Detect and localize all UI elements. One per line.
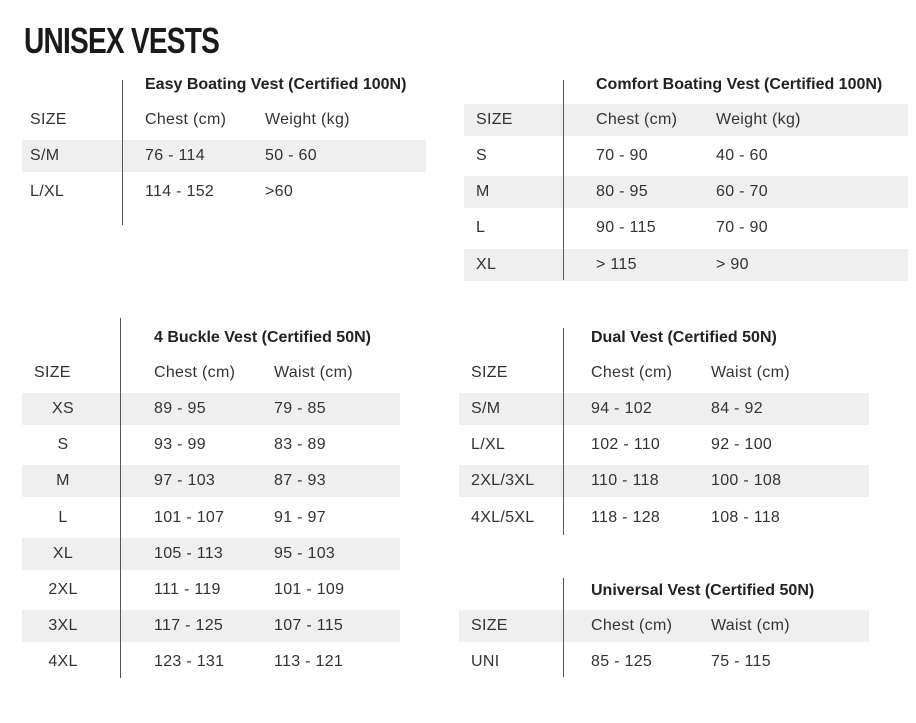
buckle-size-cell: S — [57, 436, 69, 454]
buckle-table-heading: 4 Buckle Vest (Certified 50N) — [154, 329, 371, 346]
comfort-size-cell: S — [476, 147, 487, 164]
comfort-size-cell: L — [476, 219, 486, 237]
buckle-chest-cell: 117 - 125 — [154, 617, 224, 635]
comfort-chest-cell: 90 - 115 — [596, 219, 656, 237]
buckle-chest-cell: 123 - 131 — [154, 653, 225, 671]
dual-chest-cell: 102 - 110 — [591, 436, 661, 454]
comfort-measure-cell: > 90 — [716, 255, 749, 273]
dual-chest-cell: 94 - 102 — [591, 400, 653, 417]
universal-divider — [563, 578, 564, 677]
buckle-chest-cell: 111 - 119 — [154, 581, 221, 598]
dual-table-heading: Dual Vest (Certified 50N) — [591, 329, 777, 346]
comfort-row-shade — [464, 176, 908, 208]
easy-size-cell: S/M — [30, 147, 60, 164]
buckle-chest-cell: 89 - 95 — [154, 400, 206, 417]
buckle-waist-header: Waist (cm) — [274, 364, 353, 381]
buckle-size-cell: M — [56, 472, 70, 490]
universal-waist-header: Waist (cm) — [711, 617, 790, 634]
buckle-measure-cell: 95 - 103 — [274, 544, 336, 562]
buckle-divider — [120, 318, 121, 678]
buckle-chest-cell: 105 - 113 — [154, 544, 224, 562]
easy-measure-cell: 50 - 60 — [265, 147, 317, 164]
dual-size-cell: L/XL — [471, 436, 506, 454]
buckle-measure-cell: 79 - 85 — [274, 400, 326, 417]
comfort-chest-cell: 80 - 95 — [596, 183, 648, 201]
dual-measure-cell: 100 - 108 — [711, 472, 782, 490]
comfort-chest-cell: 70 - 90 — [596, 147, 648, 164]
comfort-size-cell: XL — [476, 255, 497, 273]
buckle-chest-cell: 97 - 103 — [154, 472, 216, 490]
dual-size-cell: S/M — [471, 400, 501, 417]
buckle-size-header: SIZE — [34, 364, 71, 381]
buckle-chest-header: Chest (cm) — [154, 364, 236, 381]
easy-chest-header: Chest (cm) — [145, 111, 227, 128]
dual-size-header: SIZE — [471, 364, 508, 381]
buckle-size-cell: XS — [52, 400, 74, 417]
easy-table-heading: Easy Boating Vest (Certified 100N) — [145, 76, 407, 93]
buckle-chest-cell: 93 - 99 — [154, 436, 206, 454]
comfort-table-heading: Comfort Boating Vest (Certified 100N) — [596, 76, 883, 93]
comfort-chest-cell: > 115 — [596, 255, 637, 273]
comfort-header-shade — [464, 104, 908, 136]
buckle-measure-cell: 87 - 93 — [274, 472, 326, 490]
page-title: UNISEX VESTS — [24, 20, 220, 61]
easy-divider — [122, 80, 123, 225]
comfort-size-header: SIZE — [476, 111, 513, 128]
dual-measure-cell: 108 - 118 — [711, 508, 781, 526]
buckle-size-cell: 4XL — [48, 653, 78, 671]
universal-measure-cell: 75 - 115 — [711, 653, 771, 670]
dual-measure-cell: 92 - 100 — [711, 436, 773, 454]
buckle-measure-cell: 91 - 97 — [274, 508, 326, 526]
dual-chest-cell: 118 - 128 — [591, 508, 661, 526]
universal-chest-cell: 85 - 125 — [591, 653, 653, 670]
dual-row-shade — [459, 393, 869, 425]
easy-row-shade — [22, 140, 426, 172]
easy-chest-cell: 114 - 152 — [145, 183, 215, 201]
easy-weight-header: Weight (kg) — [265, 111, 350, 128]
comfort-weight-header: Weight (kg) — [716, 111, 801, 128]
buckle-size-cell: XL — [52, 544, 74, 562]
universal-chest-header: Chest (cm) — [591, 617, 673, 634]
easy-size-cell: L/XL — [30, 183, 65, 201]
dual-chest-header: Chest (cm) — [591, 364, 673, 381]
easy-size-header: SIZE — [30, 111, 67, 128]
buckle-size-cell: 3XL — [48, 617, 78, 635]
comfort-measure-cell: 60 - 70 — [716, 183, 768, 201]
comfort-measure-cell: 70 - 90 — [716, 219, 768, 237]
dual-measure-cell: 84 - 92 — [711, 400, 763, 417]
comfort-chest-header: Chest (cm) — [596, 111, 678, 128]
comfort-row-shade — [464, 249, 908, 281]
buckle-measure-cell: 101 - 109 — [274, 581, 345, 598]
universal-size-header: SIZE — [471, 617, 508, 634]
universal-table-heading: Universal Vest (Certified 50N) — [591, 582, 815, 599]
comfort-divider — [563, 80, 564, 280]
easy-measure-cell: >60 — [265, 183, 294, 201]
buckle-measure-cell: 113 - 121 — [274, 653, 344, 671]
buckle-chest-cell: 101 - 107 — [154, 508, 225, 526]
dual-waist-header: Waist (cm) — [711, 364, 790, 381]
buckle-size-cell: 2XL — [48, 581, 78, 598]
comfort-measure-cell: 40 - 60 — [716, 147, 768, 164]
buckle-measure-cell: 107 - 115 — [274, 617, 344, 635]
dual-chest-cell: 110 - 118 — [591, 472, 659, 490]
dual-size-cell: 2XL/3XL — [471, 472, 535, 490]
buckle-measure-cell: 83 - 89 — [274, 436, 326, 454]
easy-chest-cell: 76 - 114 — [145, 147, 205, 164]
buckle-size-cell: L — [58, 508, 68, 526]
comfort-size-cell: M — [476, 183, 490, 201]
dual-size-cell: 4XL/5XL — [471, 508, 535, 526]
dual-divider — [563, 328, 564, 535]
universal-size-cell: UNI — [471, 653, 500, 670]
